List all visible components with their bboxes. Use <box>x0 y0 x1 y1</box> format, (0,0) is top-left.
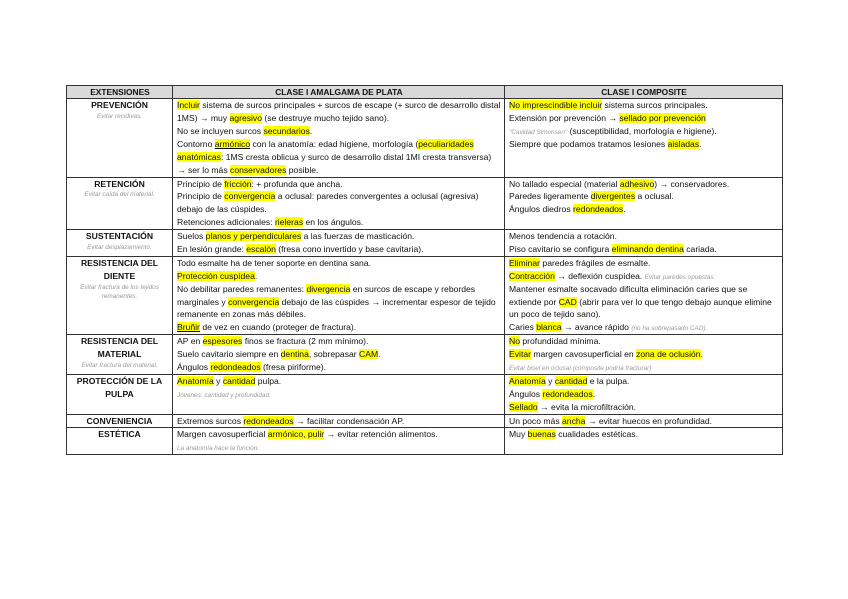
text-segment: (se destruye mucho tejido sano). <box>262 113 390 124</box>
text-segment: Caries <box>509 322 537 333</box>
highlighted-text: escalón <box>246 243 276 254</box>
composite-line <box>509 138 779 151</box>
row-label <box>67 414 173 428</box>
note-text: (no ha sobrepasado CAD). <box>631 325 708 333</box>
highlighted-text: buenas <box>527 429 556 440</box>
amalgama-line <box>177 361 501 374</box>
composite-cell <box>505 414 783 428</box>
text-segment: Principio de <box>177 178 225 189</box>
text-segment: Suelos <box>177 231 206 242</box>
text-segment: → deflexión cuspídea. <box>554 270 645 281</box>
text-segment: y <box>545 375 555 386</box>
amalgama-cell <box>173 256 505 334</box>
text-segment: Suelo cavitario siempre en <box>177 349 281 360</box>
row-label-text: RETENCIÓN <box>94 178 145 189</box>
text-segment: Extensión por prevención → <box>509 113 620 124</box>
note-text: Evitar bisel en oclusal (composite podría fracturar) <box>509 365 652 372</box>
composite-cell <box>505 230 783 257</box>
row-label <box>67 99 173 177</box>
row-label <box>67 335 173 375</box>
highlighted-text: redondeados <box>243 415 294 426</box>
text-segment: → evitar retención alimentos. <box>324 429 438 440</box>
highlighted-text: CAM <box>359 349 379 360</box>
header-extensiones: EXTENSIONES <box>67 86 173 99</box>
highlighted-text: cantidad <box>222 375 256 386</box>
table-row <box>67 99 783 177</box>
amalgama-cell <box>173 230 505 257</box>
text-segment: con la anatomía: edad higiene, morfología ( <box>250 138 419 149</box>
text-segment: Mantener esmalte socavado dificulta eliminación caries que se extiende por <box>509 283 748 307</box>
highlighted-text: fricción <box>224 178 252 189</box>
text-segment: AP en <box>177 336 203 347</box>
composite-line <box>509 401 779 414</box>
row-label-text: PREVENCIÓN <box>91 100 148 111</box>
text-segment: Menos tendencia a rotación. <box>509 231 617 242</box>
highlighted-text: eliminando dentina <box>611 243 684 254</box>
highlighted-text: zona de oclusión <box>636 349 701 360</box>
highlighted-text: dentina <box>280 349 309 360</box>
text-segment: Siempre que podamos tratamos lesiones <box>509 138 668 149</box>
composite-line <box>509 99 779 112</box>
row-label-text: RESISTENCIA DEL MATERIAL <box>80 336 159 360</box>
row-label <box>67 374 173 414</box>
text-segment: cariada. <box>683 243 717 254</box>
text-segment: . <box>592 388 596 399</box>
table-row <box>67 230 783 257</box>
text-segment: Ángulos <box>177 362 211 372</box>
text-segment: de vez en cuando (proteger de fractura). <box>199 322 357 333</box>
text-segment: → facilitar condensación AP. <box>293 415 405 426</box>
highlighted-text: secundarios <box>263 125 310 136</box>
highlighted-text: redondeados <box>573 204 624 215</box>
amalgama-line <box>177 178 501 191</box>
highlighted-text: divergentes <box>590 191 636 202</box>
header-row <box>67 86 783 99</box>
table-row <box>67 335 783 375</box>
row-label <box>67 177 173 230</box>
amalgama-line <box>177 216 501 229</box>
highlighted-text: Evitar <box>509 349 531 360</box>
highlighted-text: rieleras <box>274 217 304 228</box>
composite-line <box>509 283 779 322</box>
highlighted-text: convergencia <box>224 191 276 202</box>
amalgama-line <box>177 335 501 348</box>
row-label-text: CONVENIENCIA <box>86 415 153 426</box>
table-row <box>67 177 783 230</box>
note-text: La anatomía hace la función. <box>177 445 260 453</box>
composite-cell <box>505 99 783 177</box>
composite-line <box>509 270 779 283</box>
text-segment: (fresa cono invertido y base cavitaria). <box>275 243 424 254</box>
composite-line <box>509 335 779 348</box>
composite-line <box>509 375 779 388</box>
text-segment: No se incluyen surcos <box>177 125 264 136</box>
text-segment: debajo de las cúspides → incrementar espesor de tejido remanente en zonas más débiles. <box>177 296 496 320</box>
highlighted-text: No <box>509 336 520 347</box>
highlighted-text: redondeados <box>210 362 261 372</box>
highlighted-text: convergencia <box>228 296 280 307</box>
amalgama-cell <box>173 428 505 455</box>
composite-line <box>509 203 779 216</box>
table-row <box>67 414 783 428</box>
amalgama-line <box>177 441 501 454</box>
text-segment: posible. <box>286 164 319 175</box>
highlighted-text: redondeados <box>542 388 593 399</box>
text-segment: : 1MS cresta oblicua y surco de desarrollo distal 1MI cresta transversa) → ser lo más <box>177 151 492 175</box>
amalgama-line <box>177 243 501 256</box>
highlighted-text: Incluir <box>177 100 200 111</box>
amalgama-line <box>177 230 501 243</box>
text-segment: (fresa piriforme). <box>260 362 327 372</box>
highlighted-text: CAD <box>558 296 577 307</box>
amalgama-cell <box>173 99 505 177</box>
text-segment: Paredes ligeramente <box>509 191 591 202</box>
text-segment: Muy <box>509 429 528 440</box>
composite-line <box>509 125 779 138</box>
highlighted-text: conservadores <box>230 164 287 175</box>
row-label-text: ESTÉTICA <box>98 429 141 440</box>
text-segment: e la pulpa. <box>587 375 630 386</box>
row-label-text: PROTECCIÓN DE LA PULPA <box>76 375 163 399</box>
text-segment: a las fuerzas de masticación. <box>301 231 415 242</box>
composite-line <box>509 361 779 374</box>
amalgama-line <box>177 415 501 428</box>
text-segment: → avance rápido <box>561 322 632 333</box>
highlighted-text: blanca <box>536 322 562 333</box>
amalgama-line <box>177 125 501 138</box>
row-label-text: RESISTENCIA DEL DIENTE <box>80 257 159 281</box>
highlighted-text: Contracción <box>509 270 555 281</box>
composite-line <box>509 321 779 334</box>
highlighted-text: divergencia <box>306 283 351 294</box>
table-row <box>67 428 783 455</box>
note-text: Evitar paredes opuestas. <box>644 273 716 281</box>
text-segment: y <box>213 375 223 386</box>
highlighted-text: Eliminar <box>509 257 541 268</box>
amalgama-line <box>177 138 501 177</box>
amalgama-line <box>177 348 501 361</box>
text-segment: : + profunda que ancha. <box>251 178 343 189</box>
text-segment: cualidades estéticas. <box>555 429 638 440</box>
text-segment: Contorno <box>177 138 215 149</box>
note-text: "Cavidad Simonsen" <box>509 128 568 136</box>
text-segment: ) → conservadores. <box>654 178 730 189</box>
amalgama-line <box>177 428 501 441</box>
row-label-subtitle: Evitar fractura del material. <box>81 362 158 369</box>
text-segment: Piso cavitario se configura <box>509 243 612 254</box>
highlighted-text: Anatomía <box>509 375 546 386</box>
row-label-subtitle: Evitar desplazamiento. <box>87 243 152 251</box>
amalgama-line <box>177 375 501 388</box>
text-segment: . <box>700 349 703 360</box>
highlighted-text: adhesivo <box>619 178 655 189</box>
row-label-subtitle: Evitar fractura de los tejidos remanentes. <box>80 283 159 301</box>
row-label <box>67 230 173 257</box>
composite-cell <box>505 335 783 375</box>
composite-line <box>509 348 779 361</box>
text-segment: Todo esmalte ha de tener soporte en dentina sana. <box>177 257 371 268</box>
text-segment: Principio de <box>177 191 225 202</box>
row-label-subtitle: Evitar caída del material. <box>84 191 155 199</box>
text-segment: (susceptibilidad, morfología e higiene). <box>567 125 717 136</box>
highlighted-text: Anatomía <box>177 375 214 386</box>
text-segment: . <box>309 125 313 136</box>
table-row <box>67 256 783 334</box>
composite-line <box>509 112 779 125</box>
highlighted-text: sellado por prevención <box>619 113 706 124</box>
row-label <box>67 256 173 334</box>
text-segment: sistema de surcos principales + surcos de escape (+ surco de desarrollo distal 1MS) → muy <box>177 100 501 124</box>
text-segment: Un poco más <box>509 415 563 426</box>
composite-line <box>509 178 779 191</box>
amalgama-line <box>177 388 501 401</box>
text-segment: . <box>623 204 626 215</box>
composite-line <box>509 190 779 203</box>
text-segment: No debilitar paredes remanentes: <box>177 283 307 294</box>
composite-line <box>509 257 779 270</box>
note-text: Jóvenes: cantidad y profundidad. <box>177 391 271 399</box>
text-segment: en los ángulos. <box>303 217 364 228</box>
highlighted-text: Sellado <box>509 401 538 412</box>
highlighted-text: cantidad <box>554 375 588 386</box>
amalgama-line <box>177 99 501 125</box>
table-row <box>67 374 783 414</box>
table-body <box>67 99 783 455</box>
text-segment: Retenciones adicionales: <box>177 217 275 228</box>
text-segment: No tallado especial (material <box>509 178 620 189</box>
composite-cell <box>505 428 783 455</box>
composite-cell <box>505 256 783 334</box>
text-segment: . <box>254 270 258 281</box>
text-segment: pulpa. <box>255 375 282 386</box>
text-segment: (abrir para ver lo que tengo debajo aunque elimine un poco de tejido sano). <box>509 296 772 320</box>
header-amalgama: CLASE I AMALGAMA DE PLATA <box>173 86 505 99</box>
text-segment: en surcos de escape y rebordes marginales y <box>177 283 476 307</box>
text-segment: Margen cavosuperficial <box>177 429 268 440</box>
text-segment: , sobrepasar <box>308 349 360 360</box>
amalgama-cell <box>173 335 505 375</box>
highlighted-text: peculiaridades anatómicas <box>177 138 474 162</box>
row-label-text: SUSTENTACIÓN <box>85 231 154 242</box>
row-label <box>67 428 173 455</box>
amalgama-line <box>177 257 501 270</box>
text-segment: a oclusal: paredes convergentes a oclusal (agresiva) debajo de las cúspides. <box>177 191 479 215</box>
text-segment: sistema surcos principales. <box>602 100 708 111</box>
row-label-subtitle: Evitar recidivas. <box>96 113 143 121</box>
text-segment: . <box>699 138 702 149</box>
text-segment: a oclusal. <box>635 191 674 202</box>
text-segment: . <box>378 349 381 360</box>
amalgama-cell <box>173 177 505 230</box>
composite-line <box>509 243 779 256</box>
highlighted-text: ancha <box>562 415 586 426</box>
highlighted-text: No imprescindible incluir <box>509 100 603 111</box>
amalgama-line <box>177 190 501 216</box>
amalgama-cell <box>173 374 505 414</box>
highlighted-text: Protección cuspídea <box>177 270 255 281</box>
text-segment: paredes frágiles de esmalte. <box>540 257 651 268</box>
text-segment: finos se fractura (2 mm mínimo). <box>242 336 369 347</box>
highlighted-text: aisladas <box>667 138 700 149</box>
text-segment: Ángulos <box>509 388 543 399</box>
composite-line <box>509 415 779 428</box>
text-segment: Ángulos diedros <box>509 204 574 215</box>
extensions-table <box>66 85 783 455</box>
highlighted-text: agresivo <box>229 113 263 124</box>
amalgama-line <box>177 321 501 334</box>
highlighted-text: armónico, pulir <box>267 429 325 440</box>
highlighted-text: armónico <box>214 138 251 149</box>
composite-line <box>509 388 779 401</box>
composite-cell <box>505 177 783 230</box>
text-segment: profundidad mínima. <box>520 336 601 347</box>
text-segment: → evitar huecos en profundidad. <box>585 415 713 426</box>
text-segment: Extremos surcos <box>177 415 244 426</box>
amalgama-line <box>177 270 501 283</box>
composite-line <box>509 230 779 243</box>
composite-line <box>509 428 779 441</box>
composite-cell <box>505 374 783 414</box>
text-segment: margen cavosuperficial en <box>530 349 637 360</box>
highlighted-text: planos y perpendiculares <box>205 231 302 242</box>
amalgama-line <box>177 283 501 322</box>
amalgama-cell <box>173 414 505 428</box>
text-segment: → evita la microfiltración. <box>537 401 637 412</box>
highlighted-text: Bruñir <box>177 322 200 333</box>
header-composite: CLASE I COMPOSITE <box>505 86 783 99</box>
highlighted-text: espesores <box>202 336 243 347</box>
text-segment: En lesión grande: <box>177 243 247 254</box>
